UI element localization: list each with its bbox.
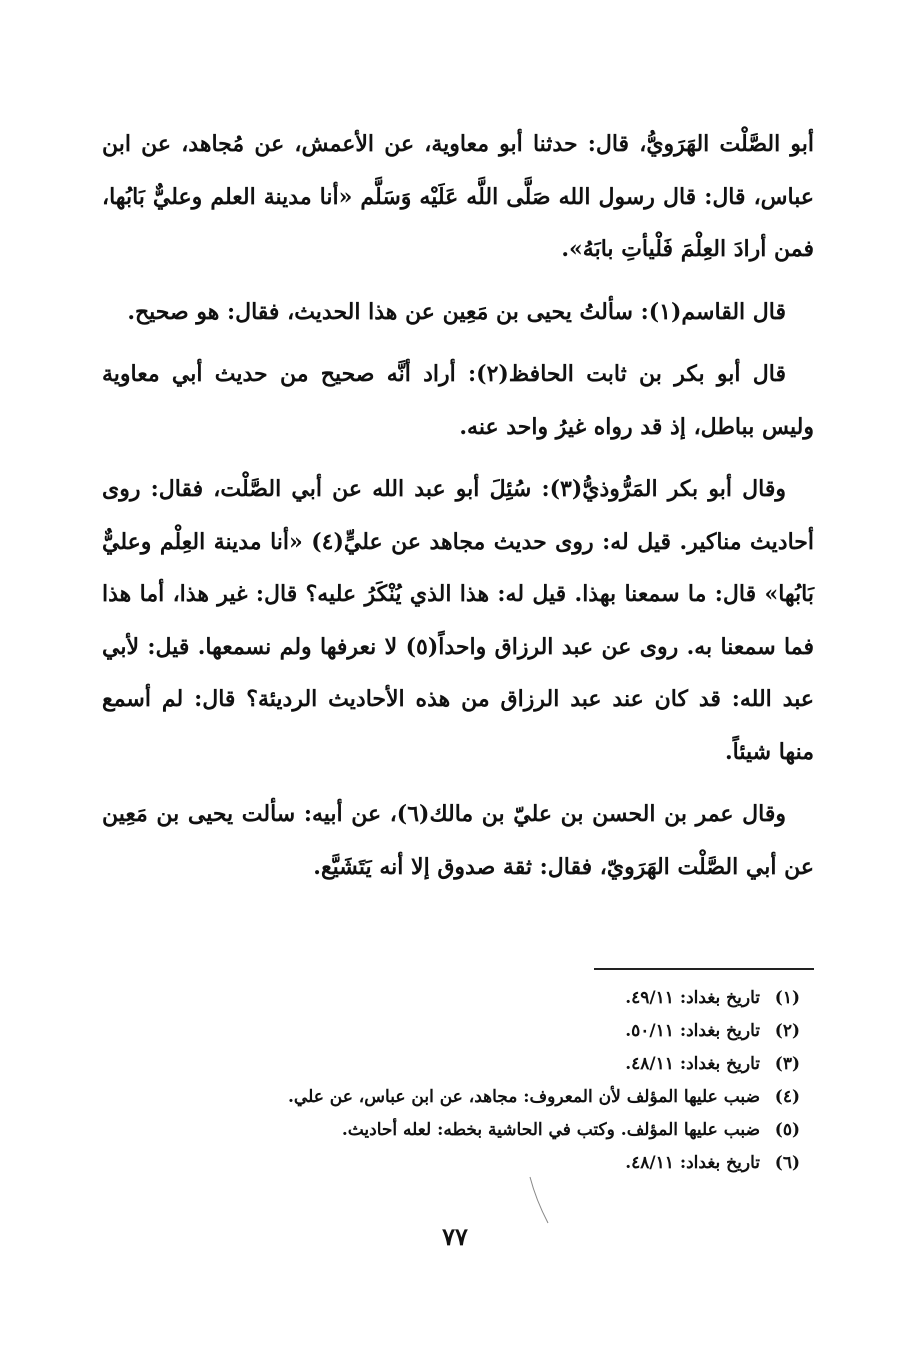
page-number: ٧٧: [442, 1222, 468, 1251]
paragraph-3: قال أبو بكر بن ثابت الحافظ(٢): أراد أنَّه صحيح من حديث أبي معاوية وليس بباطل، إذ قد رواه غيرُ واحد عنه.: [102, 361, 814, 440]
footnote-number: (٤): [774, 1087, 800, 1107]
paragraph-5: وقال عمر بن الحسن بن عليّ بن مالك(٦)، عن أبيه: سألت يحيى بن مَعِين عن أبي الصَّلْت الهَرَويّ، فقال: ثقة صدوق إلا أنه يَتَشَيَّع.: [102, 801, 814, 880]
footnote-3: [100, 1048, 800, 1081]
footnote-text: تاريخ بغداد: ٤٨/١١.: [625, 1153, 760, 1173]
footnote-4: [100, 1081, 800, 1114]
paragraph-2: قال القاسم(١): سألتُ يحيى بن مَعِين عن هذا الحديث، فقال: هو صحيح.: [127, 298, 786, 325]
footnote-1: [100, 982, 800, 1015]
footnote-number: (٥): [774, 1120, 800, 1140]
footnote-text: تاريخ بغداد: ٤٩/١١.: [625, 988, 760, 1008]
footnote-number: (٢): [774, 1021, 800, 1041]
footnote-text: تاريخ بغداد: ٤٨/١١.: [625, 1054, 760, 1074]
paragraph-1: أبو الصَّلْت الهَرَويُّ، قال: حدثنا أبو معاوية، عن الأعمش، عن مُجاهد، عن ابن عباس، قال: قال رسول الله صَلَّى اللَّه عَلَيْه وَسَلَّم «أنا مدينة العلم وعليٌّ بَابُها، فمن أرادَ العِلْمَ فَلْيأتِ بابَهُ».: [102, 131, 814, 262]
footnote-2: [100, 1015, 800, 1048]
pen-stroke-mark: [528, 1175, 550, 1225]
footnotes-list: [100, 982, 800, 1180]
footnote-text: ضبب عليها المؤلف. وكتب في الحاشية بخطه: لعله أحاديث.: [341, 1120, 760, 1140]
footnote-5: [100, 1114, 800, 1147]
footnote-text: ضبب عليها المؤلف لأن المعروف: مجاهد، عن ابن عباس، عن علي.: [288, 1087, 760, 1107]
paragraph-4: وقال أبو بكر المَرُّوذيُّ(٣): سُئِلَ أبو عبد الله عن أبي الصَّلْت، فقال: روى أحاديث مناكير. قيل له: روى حديث مجاهد عن عليٍّ(٤) «أنا مدينة العِلْم وعليٌّ بَابُها» قال: ما سمعنا بهذا. قيل له: هذا الذي يُنْكَرُ عليه؟ قال: غير هذا، أما هذا فما سمعنا به. روى عن عبد الرزاق واحداً(٥) لا نعرفها ولم نسمعها. قيل: لأبي عبد الله: قد كان عند عبد الرزاق من هذه الأحاديث الرديئة؟ قال: لم أسمع منها شيئاً.: [102, 476, 814, 765]
footnote-text: تاريخ بغداد: ٥٠/١١.: [625, 1021, 760, 1041]
footnote-number: (٦): [774, 1153, 800, 1173]
footnote-number: (٣): [774, 1054, 800, 1074]
footnote-number: (١): [774, 988, 800, 1008]
footnote-6: [100, 1147, 800, 1180]
main-text-body: [102, 118, 814, 903]
footnote-divider: [594, 968, 814, 970]
